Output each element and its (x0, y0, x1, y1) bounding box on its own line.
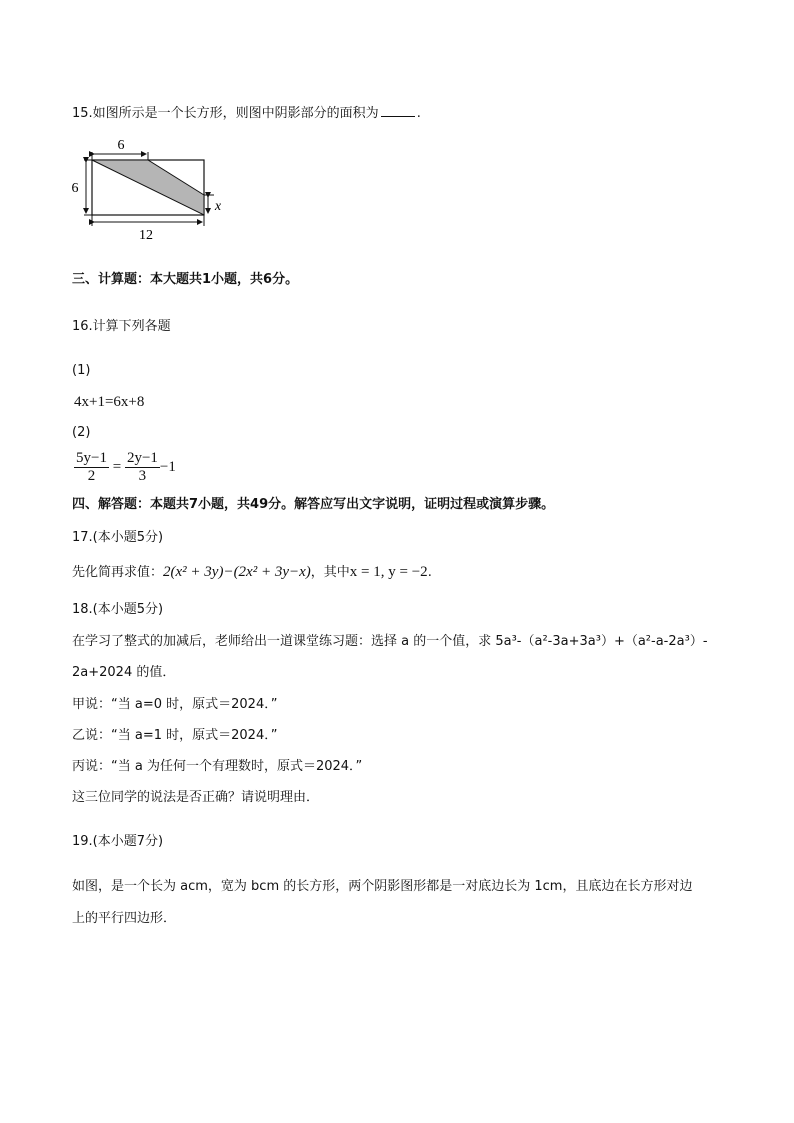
right-label: x (214, 199, 222, 214)
shaded-region (92, 160, 204, 215)
q18-yi: 乙说：“当 a=1 时，原式＝2024．” (72, 728, 278, 743)
equation-tail: −1 (159, 458, 176, 475)
q19-line1: 如图，是一个长为 acm，宽为 bcm 的长方形，两个阴影图形都是一对底边长为 1cm，且底边在长方形对边 (72, 879, 693, 894)
q18-line2: 2a+2024 的值． (72, 665, 176, 680)
q16-part2-label: (2) (72, 425, 91, 440)
q15-end: . (416, 106, 421, 121)
q18-ask: 这三位同学的说法是否正确？请说明理由． (72, 790, 320, 805)
q18-jia: 甲说：“当 a=0 时，原式＝2024．” (72, 697, 278, 712)
left-label: 6 (71, 181, 79, 196)
fraction-left: $\frac{5y-1}{2}$ (76, 450, 107, 484)
bottom-label: 12 (139, 228, 153, 243)
q18-line1: 在学习了整式的加减后，老师给出一道课堂练习题：选择 a 的一个值，求 5a³-（a²-3a+3a³）+（a²-a-2a³）- (72, 634, 708, 649)
q15-text (72, 104, 421, 123)
top-label: 6 (117, 138, 125, 153)
q17-text (72, 563, 432, 582)
q19-line2: 上的平行四边形． (72, 911, 177, 926)
section3-title: 三、计算题：本大题共1小题，共6分。 (72, 272, 299, 287)
q19-title: 19.(本小题7分) (72, 834, 164, 849)
q16-part1-label: (1) (72, 363, 91, 378)
q17-prefix: 先化简再求值： (72, 565, 164, 580)
q16-part1-equation: 4x+1=6x+8 (74, 394, 145, 410)
q17-mid: ，其中 (310, 565, 350, 580)
equals-sign: = (112, 458, 122, 475)
q15-rectangle-figure (68, 136, 228, 246)
answer-blank (381, 104, 415, 117)
q17-end: . (427, 565, 432, 580)
q18-title: 18.(本小题5分) (72, 602, 164, 617)
q16-part2-equation (74, 450, 176, 485)
q18-bing: 丙说：“当 a 为任何一个有理数时，原式＝2024．” (72, 759, 363, 774)
q15-stem: 15.如图所示是一个长方形，则图中阴影部分的面积为 (72, 106, 379, 121)
q17-condition: x = 1, y = −2 (349, 564, 428, 580)
section4-title: 四、解答题：本题共7小题，共49分。解答应写出文字说明，证明过程或演算步骤。 (72, 497, 555, 512)
q17-expression: 2(x² + 3y)−(2x² + 3y−x) (163, 564, 311, 580)
q17-title: 17.(本小题5分) (72, 530, 164, 545)
fraction-right: $\frac{2y-1}{3}$ (126, 450, 158, 484)
q16-title: 16.计算下列各题 (72, 319, 171, 334)
